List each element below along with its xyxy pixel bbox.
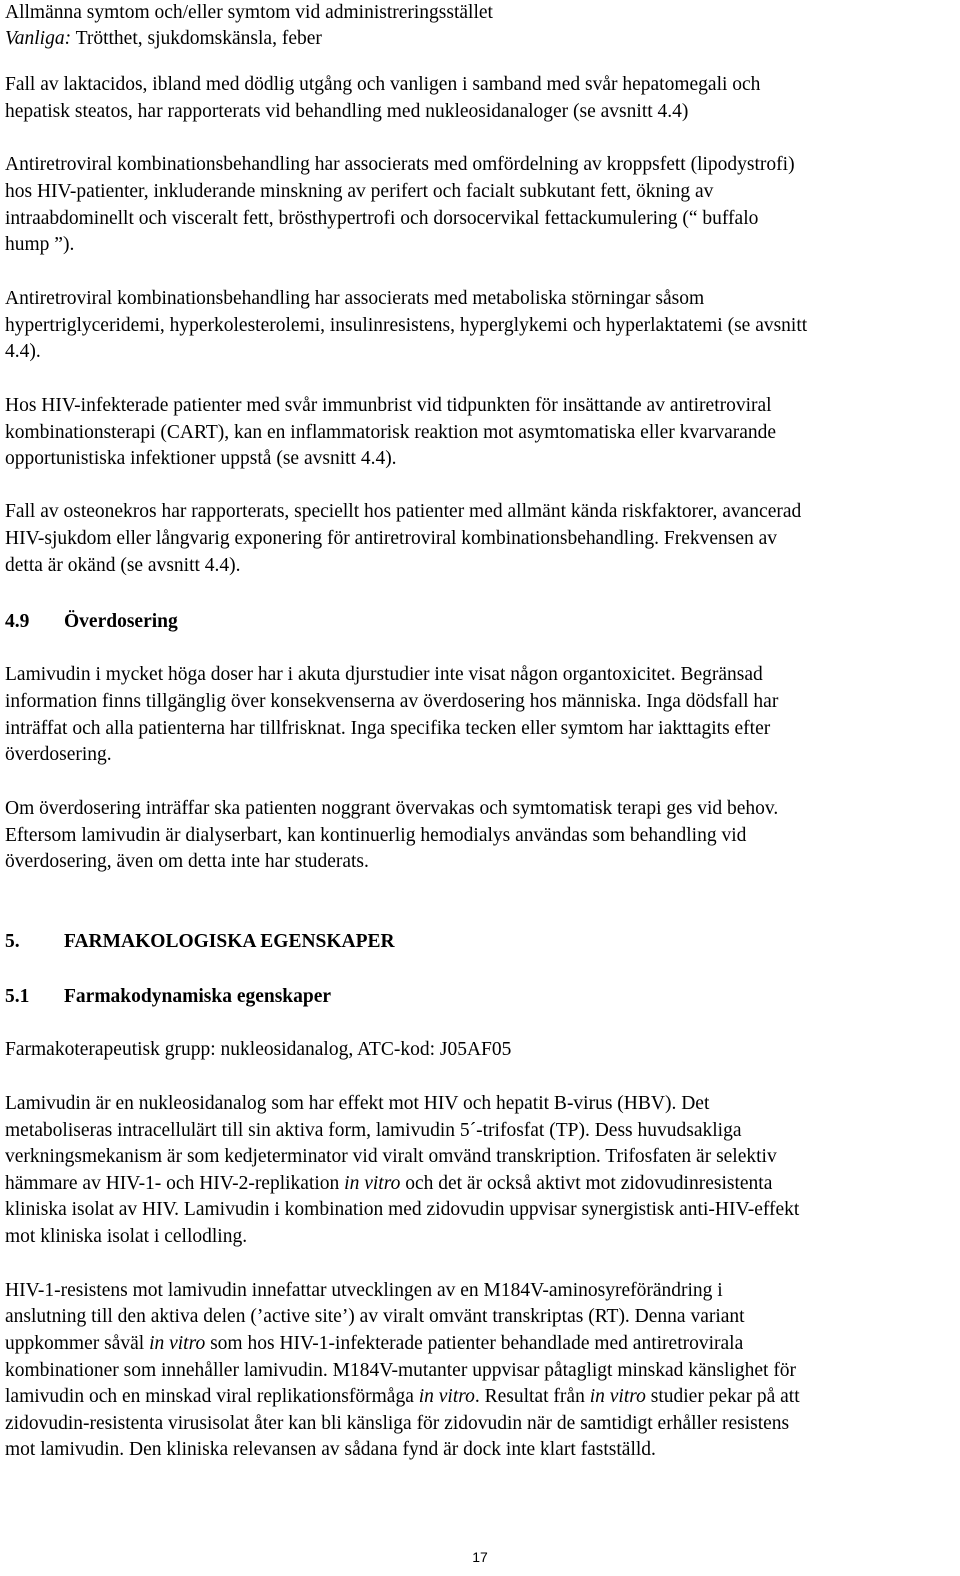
paragraph-line [5, 1384, 800, 1410]
section-number: 4.9 [5, 611, 30, 632]
paragraph-line [5, 1331, 743, 1357]
paragraph-line: Hos HIV-infekterade patienter med svår immunbrist vid tidpunkten för insättande av antiretroviral [5, 395, 772, 416]
paragraph-line: intraabdominellt och visceralt fett, brösthypertrofi och dorsocervikal fettackumulering (“ buffalo [5, 208, 759, 229]
paragraph-line: Fall av osteonekros har rapporterats, speciellt hos patienter med allmänt kända riskfaktorer, avancerad [5, 501, 802, 522]
paragraph-line: hump ”). [5, 234, 75, 255]
paragraph-line: kliniska isolat av HIV. Lamivudin i kombination med zidovudin uppvisar synergistisk anti-HIV-effekt [5, 1199, 800, 1220]
text-run: lamivudin och en minskad viral replikationsförmåga [5, 1386, 419, 1407]
section-number: 5.1 [5, 986, 30, 1007]
text-run: studier pekar på att [645, 1386, 800, 1407]
italic-term: in vitro [589, 1386, 646, 1407]
paragraph-line: Lamivudin i mycket höga doser har i akuta djurstudier inte visat någon organtoxicitet. Begränsad [5, 664, 763, 685]
paragraph-line: verkningsmekanism är som kedjeterminator vid viralt omvänd transkription. Trifosfaten är selektiv [5, 1146, 777, 1167]
paragraph-line: hypertriglyceridemi, hyperkolesterolemi, insulinresistens, hyperglykemi och hyperlaktatemi (se avsnitt [5, 315, 808, 336]
paragraph-line: Om överdosering inträffar ska patienten noggrant övervakas och symtomatisk terapi ges vid behov. [5, 798, 779, 819]
paragraph-line: HIV-1-resistens mot lamivudin innefattar utvecklingen av en M184V-aminosyreförändring i [5, 1280, 723, 1301]
text-run: och det är också aktivt mot zidovudinresistenta [400, 1173, 773, 1194]
section-title: Farmakodynamiska egenskaper [64, 986, 332, 1007]
italic-term: in vitro [418, 1386, 475, 1407]
paragraph-line: mot lamivudin. Den kliniska relevansen av sådana fynd är dock inte klart fastställd. [5, 1439, 656, 1460]
paragraph-line: mot kliniska isolat i cellodling. [5, 1226, 248, 1247]
section-heading-4-9 [5, 609, 178, 635]
section-title: Överdosering [64, 611, 178, 632]
text-run: hämmare av HIV-1- och HIV-2-replikation [5, 1173, 345, 1194]
paragraph-line: metaboliseras intracellulärt till sin aktiva form, lamivudin 5´-trifosfat (TP). Dess huvudsakliga [5, 1120, 742, 1141]
paragraph-line [5, 1171, 772, 1197]
section-heading-5-1 [5, 984, 331, 1010]
text-run: . Resultat från [474, 1386, 590, 1407]
paragraph-line: hos HIV-patienter, inkluderande minskning av perifert och facialt subkutant fett, ökning av [5, 181, 714, 202]
paragraph-line: kombinationsterapi (CART), kan en inflammatorisk reaktion mot asymtomatiska eller kvarvarande [5, 422, 777, 443]
section-heading-5 [5, 929, 395, 955]
italic-term: in vitro [149, 1333, 206, 1354]
paragraph-line: anslutning till den aktiva delen (’active site’) av viralt omvänt transkriptas (RT). Denna variant [5, 1306, 745, 1327]
frequency-label: Vanliga: [5, 28, 72, 49]
text-run: som hos HIV-1-infekterade patienter behandlade med antiretrovirala [205, 1333, 744, 1354]
paragraph-line: Eftersom lamivudin är dialyserbart, kan kontinuerlig hemodialys användas som behandling vid [5, 825, 747, 846]
text-run: uppkommer såväl [5, 1333, 150, 1354]
paragraph-line: opportunistiska infektioner uppstå (se avsnitt 4.4). [5, 448, 397, 469]
paragraph-line: kombinationer som innehåller lamivudin. M184V-mutanter uppvisar påtagligt minskad känslighet för [5, 1360, 797, 1381]
paragraph-line: information finns tillgänglig över konsekvenserna av överdosering hos människa. Inga dödsfall har [5, 691, 779, 712]
paragraph-line: överdosering. [5, 744, 112, 765]
paragraph-line: Antiretroviral kombinationsbehandling har associerats med metaboliska störningar såsom [5, 288, 705, 309]
frequency-text: Trötthet, sjukdomskänsla, feber [71, 28, 322, 49]
paragraph-line: zidovudin-resistenta virusisolat åter kan bli känsliga för zidovudin när de samtidigt erhåller resistens [5, 1413, 790, 1434]
frequency-line [5, 26, 322, 52]
paragraph-line: överdosering, även om detta inte har studerats. [5, 851, 369, 872]
section-number: 5. [5, 931, 20, 952]
italic-term: in vitro [344, 1173, 401, 1194]
paragraph-line: hepatisk steatos, har rapporterats vid behandling med nukleosidanaloger (se avsnitt 4.4) [5, 101, 689, 122]
page-number: 17 [472, 1549, 488, 1565]
section-title: FARMAKOLOGISKA EGENSKAPER [64, 931, 395, 952]
paragraph-line: Lamivudin är en nukleosidanalog som har effekt mot HIV och hepatit B-virus (HBV). Det [5, 1093, 710, 1114]
paragraph-line: detta är okänd (se avsnitt 4.4). [5, 555, 241, 576]
paragraph-line: Antiretroviral kombinationsbehandling har associerats med omfördelning av kroppsfett (lipodystrofi) [5, 154, 795, 175]
section-subheading: Allmänna symtom och/eller symtom vid administreringsstället [5, 2, 493, 23]
paragraph-line: inträffat och alla patienterna har tillfrisknat. Inga specifika tecken eller symtom har iakttagits efter [5, 718, 771, 739]
paragraph-line: 4.4). [5, 341, 41, 362]
paragraph-line: Farmakoterapeutisk grupp: nukleosidanalog, ATC-kod: J05AF05 [5, 1039, 512, 1060]
paragraph-line: HIV-sjukdom eller långvarig exponering för antiretroviral kombinationsbehandling. Frekvensen av [5, 528, 778, 549]
paragraph-line: Fall av laktacidos, ibland med dödlig utgång och vanligen i samband med svår hepatomegali och [5, 74, 761, 95]
